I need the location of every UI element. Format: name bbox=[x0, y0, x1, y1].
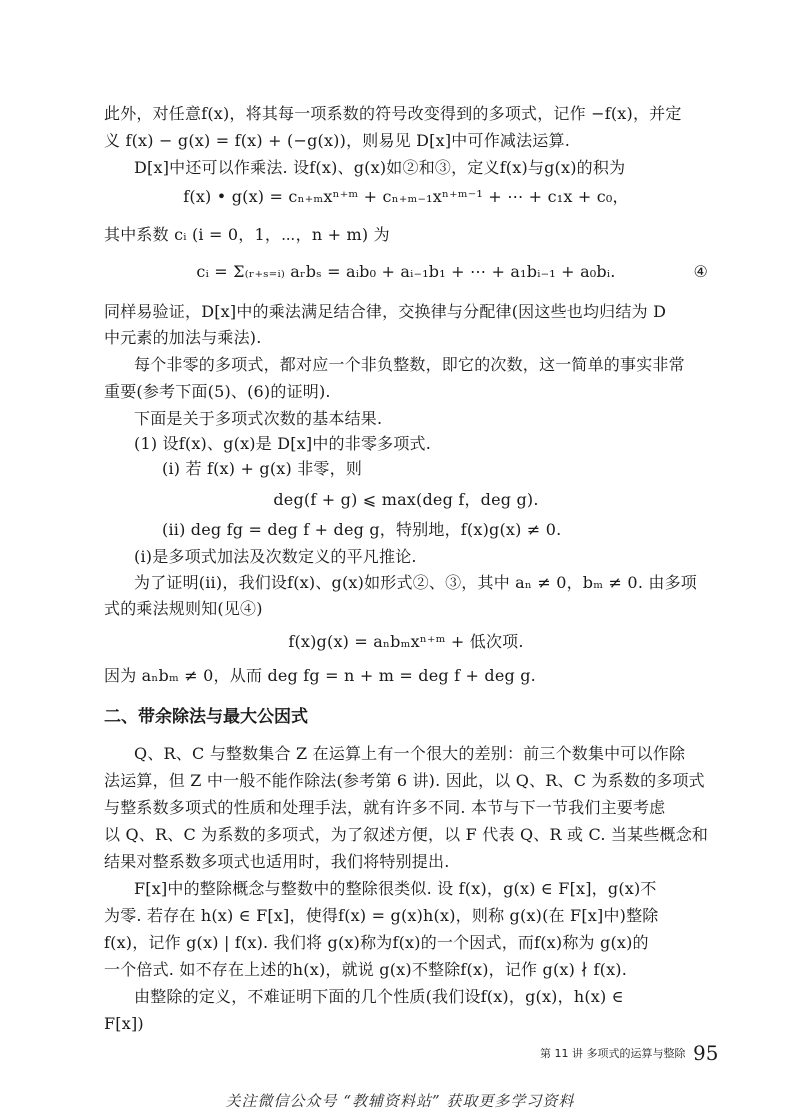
equation-number: ④ bbox=[693, 262, 708, 281]
text-line: 因为 aₙbₘ ≠ 0，从而 deg fg = n + m = deg f + deg g. bbox=[104, 666, 536, 685]
chapter-title: 多项式的运算与整除 bbox=[586, 1047, 686, 1060]
text-line: 义 f(x) − g(x) = f(x) + (−g(x))，则易见 D[x]中可作减法运算. bbox=[104, 131, 570, 150]
equation: deg(f + g) ⩽ max(deg f，deg g). bbox=[273, 490, 539, 509]
page-footer bbox=[540, 1040, 719, 1066]
text-line: 中元素的加法与乘法). bbox=[104, 328, 262, 347]
text-line: 一个倍式. 如不存在上述的h(x)，就说 g(x)不整除f(x)，记作 g(x) ∤ f(x). bbox=[104, 960, 628, 979]
text-line: Q、R、C 与整数集合 Z 在运算上有一个很大的差别：前三个数集中可以作除 bbox=[134, 744, 686, 763]
watermark: 关注微信公众号 “教辅资料站” 获取更多学习资料 bbox=[225, 1092, 575, 1110]
text-line: f(x)，记作 g(x) | f(x). 我们将 g(x)称为f(x)的一个因式，而f(x)称为 g(x)的 bbox=[104, 933, 649, 952]
text-line: 由整除的定义，不难证明下面的几个性质(我们设f(x)，g(x)，h(x) ∈ bbox=[134, 987, 624, 1006]
equation-body: cᵢ = Σ₍ᵣ₊ₛ₌ᵢ₎ aᵣbₛ = aᵢb₀ + aᵢ₋₁b₁ + ⋯ + a₁bᵢ₋₁ + a₀bᵢ. bbox=[196, 262, 616, 281]
text-line: 以 Q、R、C 为系数的多项式，为了叙述方便，以 F 代表 Q、R 或 C. 当某些概念和 bbox=[104, 825, 709, 844]
text-line: (ii) deg fg = deg f + deg g，特别地，f(x)g(x) ≠ 0. bbox=[162, 520, 562, 539]
text-line: 为了证明(ii)，我们设f(x)、g(x)如形式②、③，其中 aₙ ≠ 0，bₘ ≠ 0. 由多项 bbox=[134, 573, 697, 592]
text-line: F[x]中的整除概念与整数中的整除很类似. 设 f(x)，g(x) ∈ F[x]，g(x)不 bbox=[134, 879, 657, 898]
equation: f(x)g(x) = aₙbₘxⁿ⁺ᵐ + 低次项. bbox=[288, 632, 524, 651]
lecture-label: 第 11 讲 bbox=[540, 1047, 583, 1060]
text-line: 其中系数 cᵢ (i = 0，1，⋯，n + m) 为 bbox=[104, 225, 390, 244]
text-line: (1) 设f(x)、g(x)是 D[x]中的非零多项式. bbox=[134, 434, 432, 453]
equation: f(x) • g(x) = cₙ₊ₘxⁿ⁺ᵐ + cₙ₊ₘ₋₁xⁿ⁺ᵐ⁻¹ + ⋯ + c₁x + c₀， bbox=[183, 187, 629, 206]
equation-4 bbox=[104, 261, 708, 283]
text-line: D[x]中还可以作乘法. 设f(x)、g(x)如②和③，定义f(x)与g(x)的积为 bbox=[134, 158, 626, 177]
text-line: (i) 若 f(x) + g(x) 非零，则 bbox=[162, 459, 363, 478]
text-line: F[x]) bbox=[104, 1014, 144, 1033]
text-line: 式的乘法规则知(见④) bbox=[104, 599, 263, 618]
text-line: 下面是关于多项式次数的基本结果. bbox=[134, 409, 383, 428]
text-line: 重要(参考下面(5)、(6)的证明). bbox=[104, 382, 331, 401]
text-line: 结果对整系数多项式也适用时，我们将特别提出. bbox=[104, 852, 450, 871]
text-line: 同样易验证，D[x]中的乘法满足结合律，交换律与分配律(因这些也均归结为 D bbox=[104, 302, 667, 321]
text-line: 每个非零的多项式，都对应一个非负整数，即它的次数，这一简单的事实非常 bbox=[134, 355, 685, 374]
text-line: 与整系数多项式的性质和处理手法，就有许多不同. 本节与下一节我们主要考虑 bbox=[104, 798, 666, 817]
text-line: 此外，对任意f(x)，将其每一项系数的符号改变得到的多项式，记作 −f(x)，并定 bbox=[104, 104, 682, 123]
page-number: 95 bbox=[693, 1041, 719, 1065]
text-line: 法运算，但 Z 中一般不能作除法(参考第 6 讲). 因此，以 Q、R、C 为系数的多项式 bbox=[104, 771, 705, 790]
text-line: (i)是多项式加法及次数定义的平凡推论. bbox=[134, 547, 417, 566]
section-heading: 二、带余除法与最大公因式 bbox=[104, 707, 308, 727]
text-line: 为零. 若存在 h(x) ∈ F[x]，使得f(x) = g(x)h(x)，则称 g(x)(在 F[x]中)整除 bbox=[104, 906, 659, 925]
